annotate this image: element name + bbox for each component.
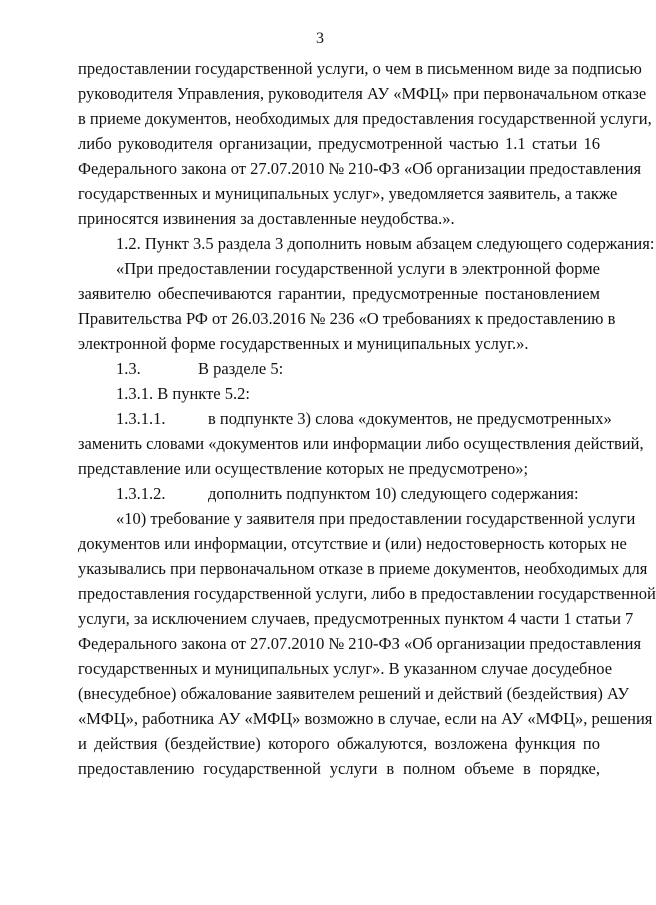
page-number: 3 bbox=[316, 30, 324, 47]
text-line: Федерального закона от 27.07.2010 № 210-ФЗ «Об организации предоставления bbox=[78, 159, 642, 178]
text-line: в приеме документов, необходимых для предоставления государственной услуги, bbox=[78, 109, 652, 128]
text-line: (внесудебное) обжалование заявителем решений и действий (бездействия) АУ bbox=[78, 684, 630, 703]
text-line: приносятся извинения за доставленные неудобства.». bbox=[78, 209, 455, 228]
item-text: дополнить подпунктом 10) следующего содержания: bbox=[208, 484, 579, 503]
text-line: Федерального закона от 27.07.2010 № 210-ФЗ «Об организации предоставления bbox=[78, 634, 642, 653]
text-line: 1.2. Пункт 3.5 раздела 3 дополнить новым абзацем следующего содержания: bbox=[116, 234, 655, 253]
text-line: руководителя Управления, руководителя АУ «МФЦ» при первоначальном отказе bbox=[78, 84, 647, 103]
item-line bbox=[78, 406, 612, 431]
text-line: «При предоставлении государственной услуги в электронной форме bbox=[116, 259, 600, 278]
text-line: документов или информации, отсутствие и (или) недостоверность которых не bbox=[78, 534, 627, 553]
text-line: 1.3.1. В пункте 5.2: bbox=[116, 384, 250, 403]
item-number: 1.3. bbox=[116, 359, 141, 378]
text-line: предоставлению государственной услуги в полном объеме в порядке, bbox=[78, 759, 600, 778]
item-text: в подпункте 3) слова «документов, не предусмотренных» bbox=[208, 409, 612, 428]
text-line: предоставлении государственной услуги, о чем в письменном виде за подписью bbox=[78, 59, 642, 78]
text-line: предоставления государственной услуги, либо в предоставлении государственной bbox=[78, 584, 656, 603]
text-line: электронной форме государственных и муниципальных услуг.». bbox=[78, 334, 529, 353]
text-line: заменить словами «документов или информации либо осуществления действий, bbox=[78, 434, 644, 453]
text-line: «МФЦ», работника АУ «МФЦ» возможно в случае, если на АУ «МФЦ», решения bbox=[78, 709, 653, 728]
text-line: государственных и муниципальных услуг». В указанном случае досудебное bbox=[78, 659, 613, 678]
item-line bbox=[78, 481, 600, 506]
text-line: и действия (бездействие) которого обжалуются, возложена функция по bbox=[78, 734, 600, 753]
item-text: В разделе 5: bbox=[198, 359, 284, 378]
text-line: заявителю обеспечиваются гарантии, предусмотренные постановлением bbox=[78, 284, 600, 303]
text-line: представление или осуществление которых не предусмотрено»; bbox=[78, 459, 529, 478]
text-line: «10) требование у заявителя при предоставлении государственной услуги bbox=[116, 509, 636, 528]
item-number: 1.3.1.1. bbox=[116, 409, 166, 428]
text-line: государственных и муниципальных услуг», уведомляется заявитель, а также bbox=[78, 184, 618, 203]
text-line: указывались при первоначальном отказе в приеме документов, необходимых для bbox=[78, 559, 648, 578]
text-line: Правительства РФ от 26.03.2016 № 236 «О требованиях к предоставлению в bbox=[78, 309, 616, 328]
item-number: 1.3.1.2. bbox=[116, 484, 166, 503]
text-line: услуги, за исключением случаев, предусмотренных пунктом 4 части 1 статьи 7 bbox=[78, 609, 634, 628]
section-heading-line bbox=[78, 356, 600, 381]
text-line: либо руководителя организации, предусмотренной частью 1.1 статьи 16 bbox=[78, 134, 600, 153]
document-body bbox=[78, 56, 656, 781]
